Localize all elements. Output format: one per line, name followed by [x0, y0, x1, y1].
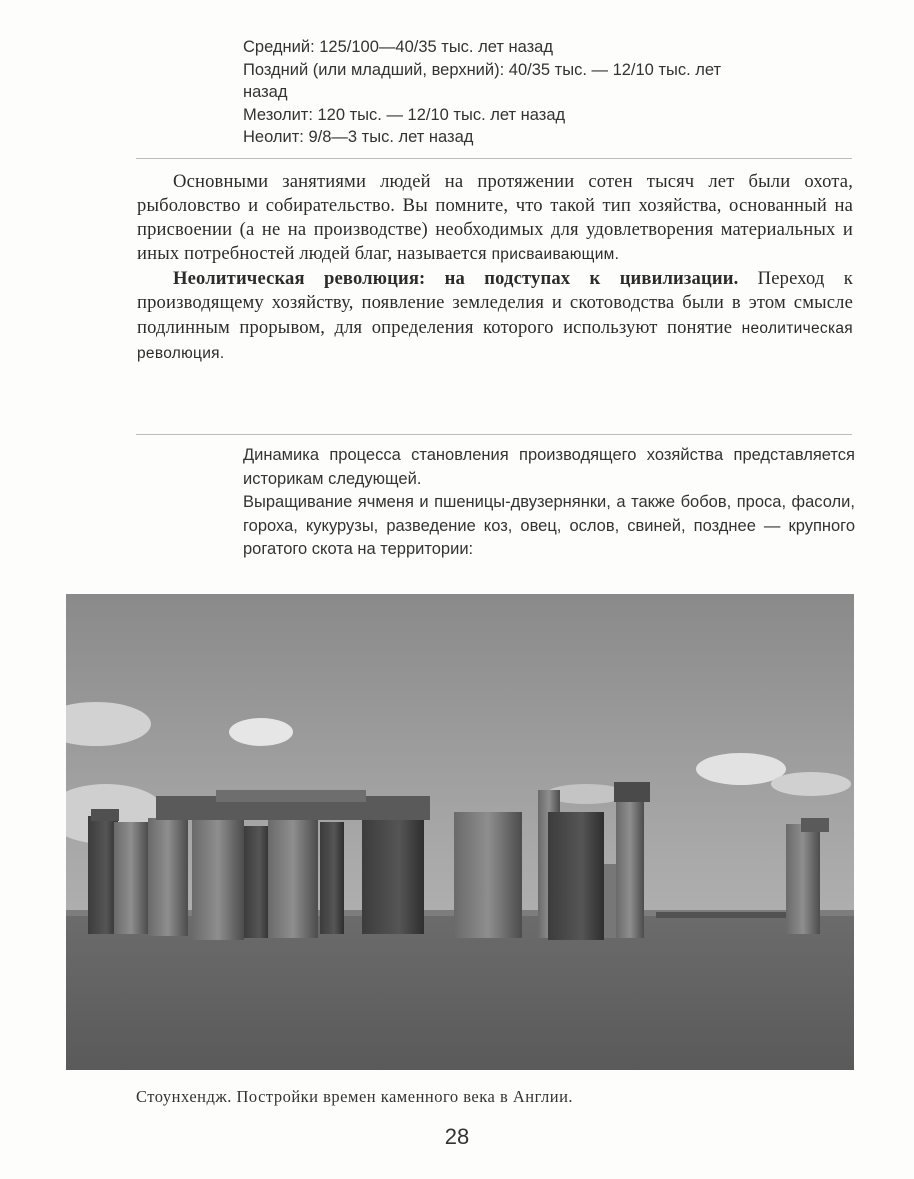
- divider-rule: [136, 158, 852, 159]
- aside-paragraph: Выращивание ячменя и пшеницы-двузернянки, а также бобов, проса, фасоли, гороха, кукурузы, разведение коз, овец, ослов, свиней, позднее — крупного рогатого скота на территории:: [243, 493, 855, 559]
- paragraph-text: Переход к производящему хозяйству, появление земледелия и скотоводства были в этом смысле подлинным прорывом, для определения которого используют понятие: [137, 268, 853, 338]
- stonehenge-photo: [66, 594, 854, 1070]
- aside-line: Мезолит: 120 тыс. — 12/10 тыс. лет назад: [243, 105, 566, 124]
- paragraph-text: Основными занятиями людей на протяжении сотен тысяч лет были охота, рыболовство и собирательство. Вы помните, что такой тип хозяйства, основанный на присвоении (а не на производстве) необходимых для удовлетворения материальных и иных потребностей людей благ, называется: [137, 171, 853, 265]
- section-heading: Неолитическая революция: на подступах к цивилизации.: [173, 268, 739, 290]
- paragraph: [137, 267, 853, 365]
- page-number: 28: [444, 1124, 470, 1149]
- main-text: [137, 170, 853, 366]
- aside-paragraph: Динамика процесса становления производящего хозяйства представляется историкам следующей.: [243, 446, 855, 488]
- paragraph: [137, 170, 853, 267]
- aside-line: Средний: 125/100—40/35 тыс. лет назад: [243, 38, 553, 56]
- term: неолитическая революция.: [137, 319, 853, 362]
- chronology-aside: [243, 36, 855, 149]
- term: присваивающим.: [491, 246, 620, 264]
- aside-line: Неолит: 9/8—3 тыс. лет назад: [243, 128, 474, 146]
- aside-line: назад: [243, 83, 288, 101]
- dynamics-aside: [243, 444, 855, 562]
- aside-line: Поздний (или младший, верхний): 40/35 тыс. — 12/10 тыс. лет: [243, 60, 722, 79]
- divider-rule: [136, 434, 852, 435]
- photo-caption: Стоунхендж. Постройки времен каменного века в Англии.: [136, 1087, 574, 1106]
